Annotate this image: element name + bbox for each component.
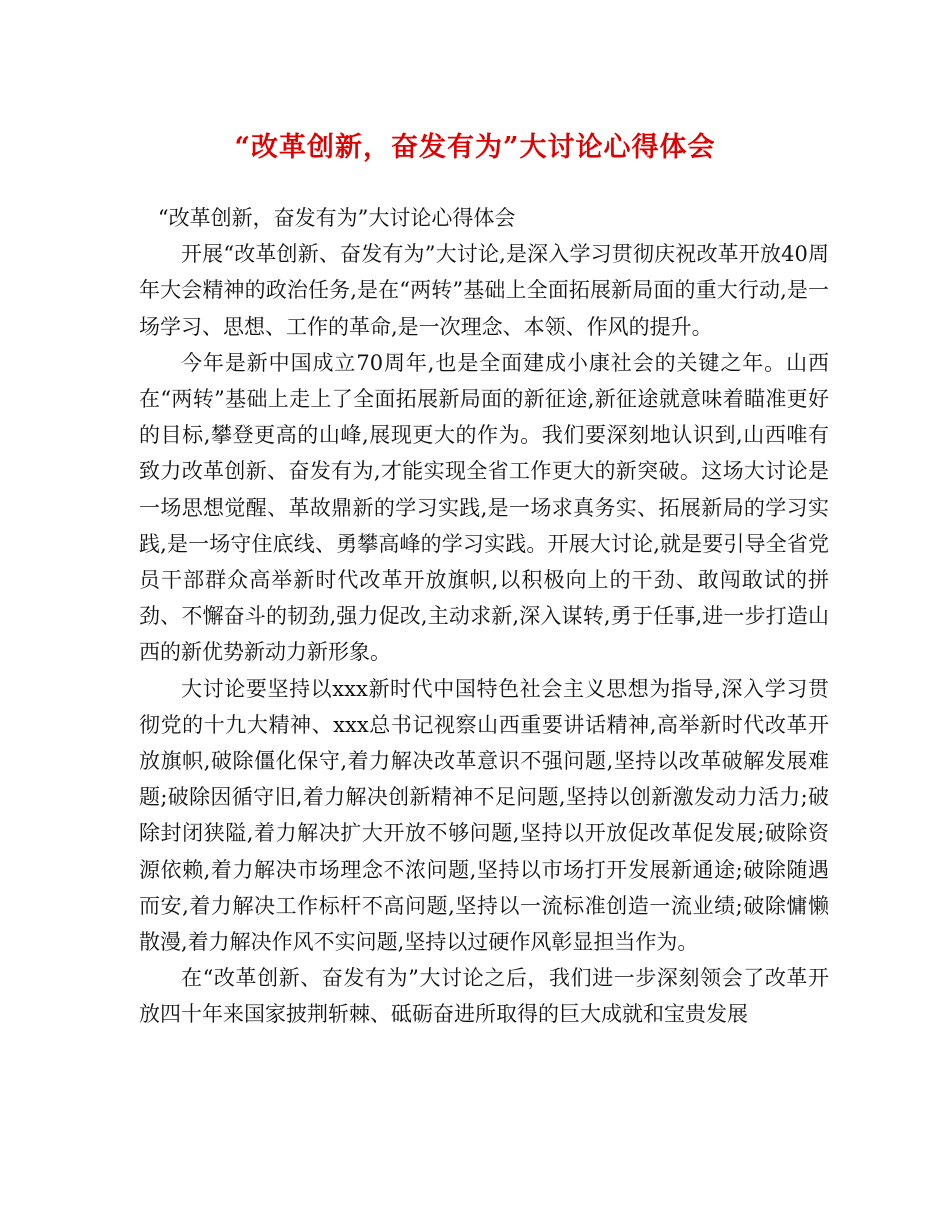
paragraph-3: 大讨论要坚持以xxx新时代中国特色社会主义思想为指导,深入学习贯彻党的十九大精神、xxx总书记视察山西重要讲话精神,高举新时代改革开放旗帜,破除僵化保守,着力解决改革意识不强问题,坚持以改革破解发展难题;破除因循守旧,着力解决创新精神不足问题,坚持以创新激发动力活力;破除封闭狭隘,着力解决扩大开放不够问题,坚持以开放促改革促发展;破除资源依赖,着力解决市场理念不浓问题,坚持以市场打开发展新通途;破除随遇而安,着力解决工作标杆不高问题,坚持以一流标准创造一流业绩;破除慵懒散漫,着力解决作风不实问题,坚持以过硬作风彰显担当作为。 [139, 676, 829, 955]
document-subtitle: “改革创新，奋发有为”大讨论心得体会 [157, 206, 516, 230]
document-title: “改革创新，奋发有为”大讨论心得体会 [234, 132, 716, 163]
document-body [139, 200, 829, 1033]
paragraph-2: 今年是新中国成立70周年,也是全面建成小康社会的关键之年。山西在“两转”基础上走上了全面拓展新局面的新征途,新征途就意味着瞄准更好的目标,攀登更高的山峰,展现更大的作为。我们要深刻地认识到,山西唯有致力改革创新、奋发有为,才能实现全省工作更大的新突破。这场大讨论是一场思想觉醒、革故鼎新的学习实践,是一场求真务实、拓展新局的学习实践,是一场守住底线、勇攀高峰的学习实践。开展大讨论,就是要引导全省党员干部群众高举新时代改革开放旗帜,以积极向上的干劲、敢闯敢试的拼劲、不懈奋斗的韧劲,强力促改,主动求新,深入谋转,勇于任事,进一步打造山西的新优势新动力新形象。 [139, 350, 829, 665]
paragraph-1: 开展“改革创新、奋发有为”大讨论,是深入学习贯彻庆祝改革开放40周年大会精神的政治任务,是在“两转”基础上全面拓展新局面的重大行动,是一场学习、思想、工作的革命,是一次理念、本领、作风的提升。 [139, 242, 829, 339]
paragraph-4: 在“改革创新、奋发有为”大讨论之后，我们进一步深刻领会了改革开放四十年来国家披荆斩棘、砥砺奋进所取得的巨大成就和宝贵发展 [139, 966, 829, 1027]
